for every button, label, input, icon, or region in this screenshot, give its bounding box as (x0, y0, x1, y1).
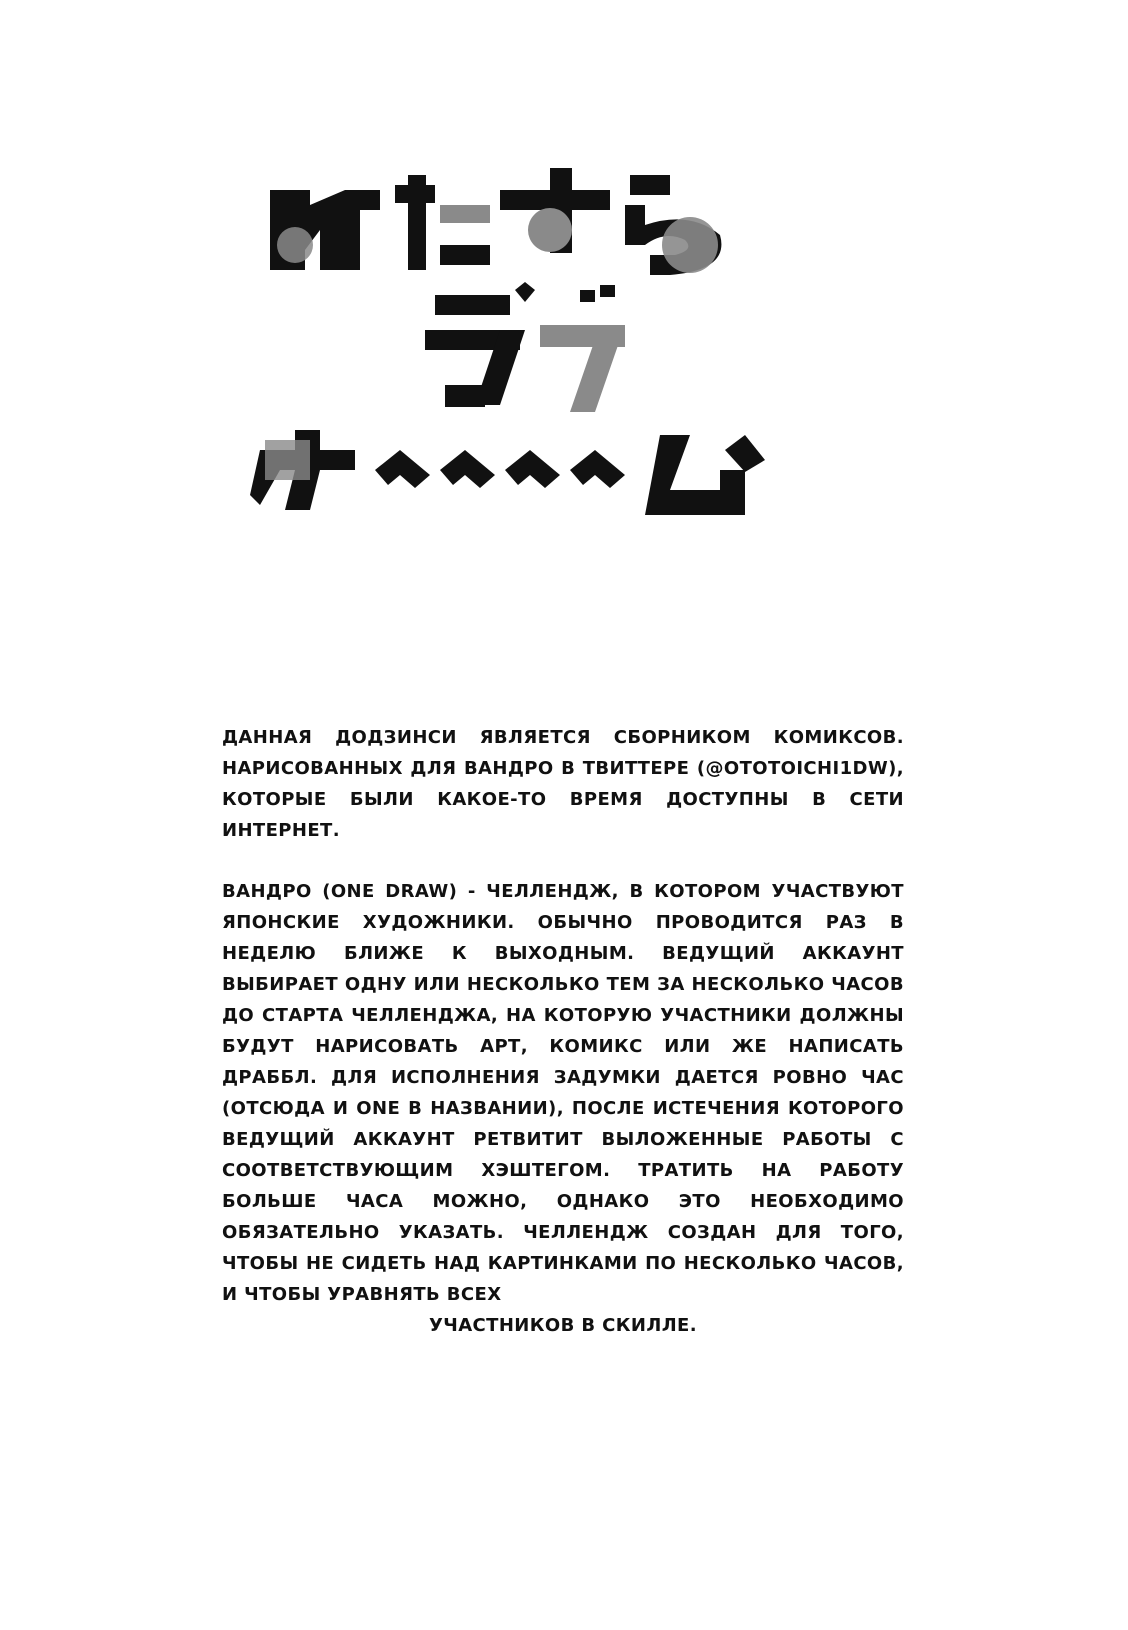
title-line-1-shapes (270, 168, 721, 275)
title-logo (250, 150, 870, 550)
body-text (222, 722, 904, 1371)
title-line-2-shapes (425, 282, 625, 412)
title-logo-graphic (250, 150, 870, 550)
intro-paragraph: ДАННАЯ ДОДЗИНСИ ЯВЛЯЕТСЯ СБОРНИКОМ КОМИКСОВ. НАРИСОВАННЫХ ДЛЯ ВАНДРО В ТВИТТЕРЕ (@OTOTOICHI1DW), КОТОРЫЕ БЫЛИ КАКОЕ-ТО ВРЕМЯ ДОСТУПНЫ В СЕТИ ИНТЕРНЕТ. (222, 727, 904, 841)
title-line-3-shapes (250, 430, 765, 515)
explanation-paragraph (222, 876, 904, 1341)
explanation-text: ВАНДРО (ONE DRAW) - ЧЕЛЛЕНДЖ, В КОТОРОМ УЧАСТВУЮТ ЯПОНСКИЕ ХУДОЖНИКИ. ОБЫЧНО ПРОВОДИТСЯ РАЗ В НЕДЕЛЮ БЛИЖЕ К ВЫХОДНЫМ. ВЕДУЩИЙ АККАУНТ ВЫБИРАЕТ ОДНУ ИЛИ НЕСКОЛЬКО ТЕМ ЗА НЕСКОЛЬКО ЧАСОВ ДО СТАРТА ЧЕЛЛЕНДЖА, НА КОТОРУЮ УЧАСТНИКИ ДОЛЖНЫ БУДУТ НАРИСОВАТЬ АРТ, КОМИКС ИЛИ ЖЕ НАПИСАТЬ ДРАББЛ. ДЛЯ ИСПОЛНЕНИЯ ЗАДУМКИ ДАЕТСЯ РОВНО ЧАС (ОТСЮДА И ONE В НАЗВАНИИ), ПОСЛЕ ИСТЕЧЕНИЯ КОТОРОГО ВЕДУЩИЙ АККАУНТ РЕТВИТИТ ВЫЛОЖЕННЫЕ РАБОТЫ С СООТВЕТСТВУЮЩИМ ХЭШТЕГОМ. ТРАТИТЬ НА РАБОТУ БОЛЬШЕ ЧАСА МОЖНО, ОДНАКО ЭТО НЕОБХОДИМО ОБЯЗАТЕЛЬНО УКАЗАТЬ. ЧЕЛЛЕНДЖ СОЗДАН ДЛЯ ТОГО, ЧТОБЫ НЕ СИДЕТЬ НАД КАРТИНКАМИ ПО НЕСКОЛЬКО ЧАСОВ, И ЧТОБЫ УРАВНЯТЬ ВСЕХ (222, 881, 904, 1305)
explanation-last-line: УЧАСТНИКОВ В СКИЛЛЕ. (429, 1315, 697, 1336)
